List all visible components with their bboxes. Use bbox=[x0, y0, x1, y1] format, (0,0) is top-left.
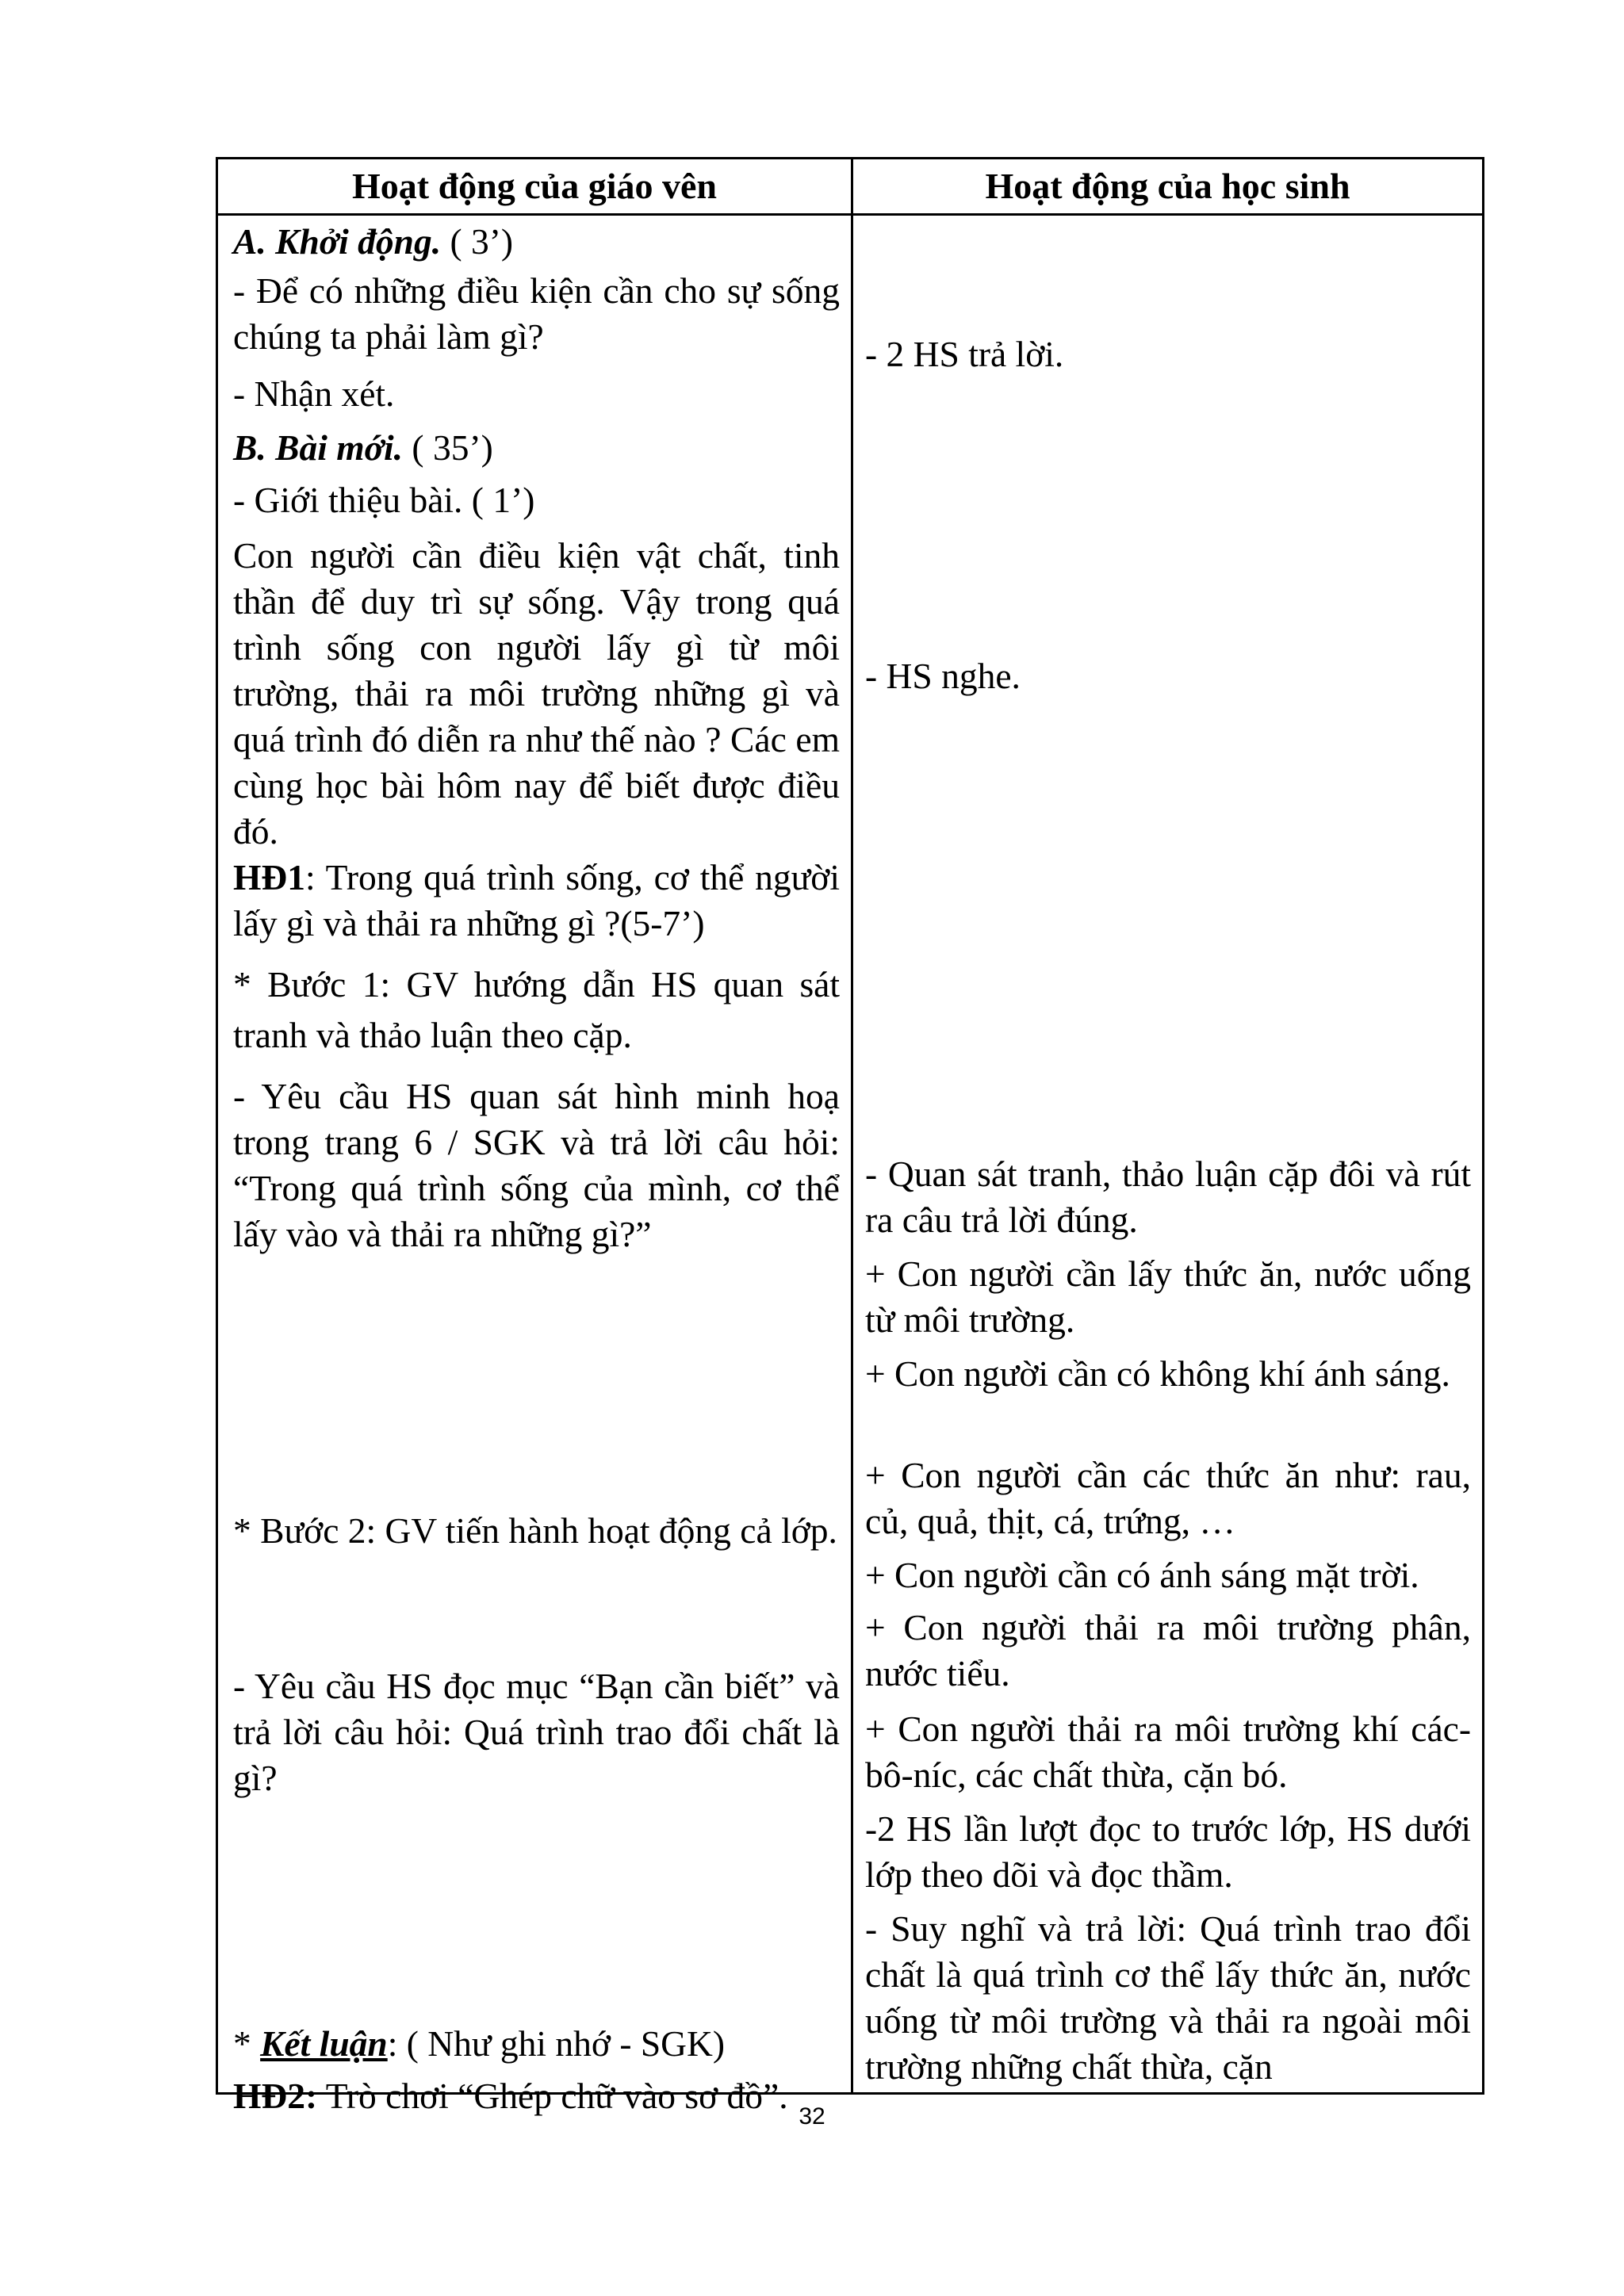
hd2-heading: HĐ2: Trò chơi “Ghép chữ vào sơ đồ”. bbox=[233, 2076, 788, 2116]
khoi-dong-heading: A. Khởi động. ( 3’) bbox=[233, 221, 514, 262]
student-answer-9: + Con người thải ra môi trường khí các-bô-níc, các chất thừa, cặn bó. bbox=[865, 1709, 1471, 1795]
column-divider bbox=[851, 159, 853, 2092]
student-answer-4: + Con người cần lấy thức ăn, nước uống từ môi trường. bbox=[865, 1253, 1471, 1340]
bai-moi-heading: B. Bài mới. ( 35’) bbox=[233, 427, 493, 468]
teacher-question-1: - Để có những điều kiện cần cho sự sống chúng ta phải làm gì? bbox=[233, 270, 840, 357]
yeu-cau-1: - Yêu cầu HS quan sát hình minh hoạ trong trang 6 / SGK và trả lời câu hỏi: “Trong quá trình sống của mình, cơ thể lấy vào và thải ra những gì?” bbox=[233, 1076, 840, 1254]
header-divider bbox=[218, 213, 1482, 216]
teacher-intro-paragraph: Con người cần điều kiện vật chất, tinh thần để duy trì sự sống. Vậy trong quá trình sống con người lấy gì từ môi trường, thải ra môi trường những gì và quá trình đó diễn ra như thế nào ? Các em cùng học bài hôm nay để biết được điều đó. bbox=[233, 535, 840, 851]
buoc-2: * Bước 2: GV tiến hành hoạt động cả lớp. bbox=[233, 1510, 837, 1551]
yeu-cau-2: - Yêu cầu HS đọc mục “Bạn cần biết” và trả lời câu hỏi: Quá trình trao đổi chất là gì? bbox=[233, 1666, 840, 1798]
ket-luan: * Kết luận: ( Như ghi nhớ - SGK) bbox=[233, 2023, 726, 2064]
student-answer-11: - Suy nghĩ và trả lời: Quá trình trao đổi chất là quá trình cơ thể lấy thức ăn, nước uống từ môi trường và thải ra ngoài môi trường những chất thừa, cặn bbox=[865, 1908, 1471, 2087]
student-answer-3: - Quan sát tranh, thảo luận cặp đôi và rút ra câu trả lời đúng. bbox=[865, 1154, 1471, 1240]
header-teacher-activity: Hoạt động của giáo vên bbox=[351, 166, 718, 206]
lesson-table bbox=[216, 157, 1484, 2116]
header-student-activity: Hoạt động của học sinh bbox=[985, 166, 1350, 206]
hd1-heading: HĐ1: Trong quá trình sống, cơ thể người lấy gì và thải ra những gì ?(5-7’) bbox=[233, 857, 840, 943]
student-answer-5: + Con người cần có không khí ánh sáng. bbox=[865, 1353, 1450, 1394]
student-answer-7: + Con người cần có ánh sáng mặt trời. bbox=[865, 1555, 1419, 1595]
student-answer-6: + Con người cần các thức ăn như: rau, củ, quả, thịt, cá, trứng, … bbox=[865, 1455, 1471, 1541]
student-answer-8: + Con người thải ra môi trường phân, nước tiểu. bbox=[865, 1607, 1471, 1693]
buoc-1: * Bước 1: GV hướng dẫn HS quan sát tranh và thảo luận theo cặp. bbox=[233, 964, 840, 1055]
student-answer-1: - 2 HS trả lời. bbox=[865, 334, 1064, 374]
student-answer-10: -2 HS lần lượt đọc to trước lớp, HS dưới lớp theo dõi và đọc thầm. bbox=[865, 1808, 1471, 1895]
gioi-thieu-bai: - Giới thiệu bài. ( 1’) bbox=[233, 480, 535, 520]
page-number: 32 bbox=[799, 2103, 825, 2130]
student-answer-2: - HS nghe. bbox=[865, 656, 1021, 696]
teacher-nhan-xet: - Nhận xét. bbox=[233, 373, 395, 414]
